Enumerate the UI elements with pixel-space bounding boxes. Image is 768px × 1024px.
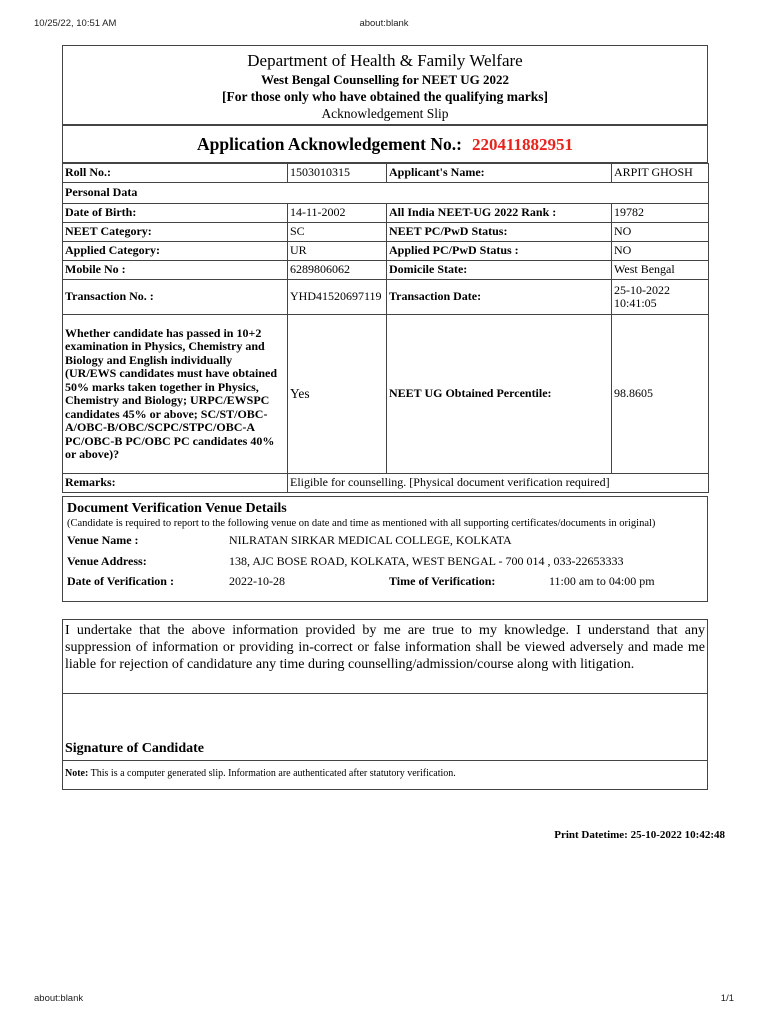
- verification-time-label: Time of Verification:: [389, 574, 496, 588]
- slip-header: [62, 45, 708, 125]
- table-row: [63, 280, 709, 315]
- transaction-date-value: [612, 280, 709, 315]
- domicile-label: Domicile State:: [387, 261, 612, 280]
- percentile-value: 98.8605: [612, 315, 709, 474]
- signature-area: [63, 693, 707, 761]
- transaction-time: 10:41:05: [614, 296, 657, 310]
- venue-heading: Document Verification Venue Details: [67, 501, 287, 516]
- qualifying-note: [For those only who have obtained the qualifying marks]: [221, 89, 549, 104]
- table-row: [63, 223, 709, 242]
- dob-value: 14-11-2002: [288, 204, 387, 223]
- table-row: [63, 204, 709, 223]
- verification-date-label: Date of Verification :: [67, 574, 174, 588]
- roll-no-value: 1503010315: [288, 164, 387, 183]
- transaction-no-label: Transaction No. :: [63, 280, 288, 315]
- venue-name-label: Venue Name :: [67, 533, 139, 547]
- signature-label: Signature of Candidate: [65, 741, 204, 756]
- verification-row: [67, 571, 703, 592]
- neet-category-value: SC: [288, 223, 387, 242]
- rank-label: All India NEET-UG 2022 Rank :: [387, 204, 612, 223]
- venue-address-row: [67, 551, 703, 572]
- table-row: [63, 183, 709, 204]
- print-footer-page-count: 1/1: [720, 993, 734, 1004]
- application-ack-number: 220411882951: [471, 135, 573, 154]
- transaction-date-label: Transaction Date:: [387, 280, 612, 315]
- venue-address-label: Venue Address:: [67, 553, 147, 568]
- print-header-datetime: 10/25/22, 10:51 AM: [34, 18, 117, 29]
- verification-time-value: 11:00 am to 04:00 pm: [549, 574, 655, 588]
- print-datetime-label: Print Datetime:: [554, 829, 628, 841]
- remarks-value: Eligible for counselling. [Physical document verification required]: [288, 474, 709, 493]
- venue-name-row: [67, 530, 703, 551]
- transaction-no-value: YHD41520697119: [288, 280, 387, 315]
- print-footer-url: about:blank: [34, 993, 84, 1004]
- venue-note: (Candidate is required to report to the following venue on date and time as mentioned with all supporting certificates/documents in original): [67, 518, 656, 529]
- table-row: [63, 474, 709, 493]
- note-text: This is a computer generated slip. Information are authenticated after statutory verification.: [90, 768, 456, 779]
- slip-title: Acknowledgement Slip: [321, 106, 449, 121]
- neet-category-label: NEET Category:: [63, 223, 288, 242]
- neet-pwd-value: NO: [612, 223, 709, 242]
- table-row: [63, 242, 709, 261]
- verification-date-value: 2022-10-28: [229, 574, 285, 588]
- application-ack-label: Application Acknowledgement No.:: [197, 134, 462, 154]
- counselling-subtitle: West Bengal Counselling for NEET UG 2022: [261, 72, 509, 87]
- applicant-name-value: ARPIT GHOSH: [612, 164, 709, 183]
- eligibility-question: Whether candidate has passed in 10+2 examination in Physics, Chemistry and Biology and English individually (UR/EWS candidates must have obtained 50% marks taken together in Physics, Chemistry and Biology; URPC/EWSPC candidates 45% or above; SC/ST/OBC-A/OBC-B/OBC/SCPC/STPC/OBC-A PC/OBC-B PC/OBC PC candidates 40% or above)?: [63, 315, 288, 474]
- eligibility-answer: Yes: [288, 315, 387, 474]
- percentile-label: NEET UG Obtained Percentile:: [387, 315, 612, 474]
- venue-name-value: NILRATAN SIRKAR MEDICAL COLLEGE, KOLKATA: [229, 533, 512, 547]
- applied-pwd-value: NO: [612, 242, 709, 261]
- personal-data-heading: Personal Data: [63, 183, 709, 204]
- remarks-label: Remarks:: [63, 474, 288, 493]
- venue-section: [62, 496, 708, 602]
- declaration-text: I undertake that the above information provided by me are true to my knowledge. I understand that any suppression of information or providing in-correct or false information shall be viewed adversely and made me liable for rejection of candidature any time during counselling/admission/course along with litigation.: [65, 623, 705, 672]
- mobile-label: Mobile No :: [63, 261, 288, 280]
- department-title: Department of Health & Family Welfare: [247, 51, 523, 70]
- print-header-url: about:blank: [359, 18, 409, 29]
- applied-category-value: UR: [288, 242, 387, 261]
- declaration-section: [62, 619, 708, 790]
- roll-no-label: Roll No.:: [63, 164, 288, 183]
- mobile-value: 6289806062: [288, 261, 387, 280]
- print-datetime-value: 25-10-2022 10:42:48: [630, 829, 725, 841]
- table-row: [63, 164, 709, 183]
- transaction-date: 25-10-2022: [614, 282, 670, 297]
- rank-value: 19782: [612, 204, 709, 223]
- neet-pwd-label: NEET PC/PwD Status:: [387, 223, 612, 242]
- domicile-value: West Bengal: [612, 261, 709, 280]
- applicant-name-label: Applicant's Name:: [387, 164, 612, 183]
- table-row: [63, 315, 709, 474]
- applied-category-label: Applied Category:: [63, 242, 288, 261]
- dob-label: Date of Birth:: [63, 204, 288, 223]
- footer-note: [65, 767, 456, 780]
- application-ack-row: [62, 125, 708, 163]
- print-datetime: [554, 829, 725, 841]
- table-row: [63, 261, 709, 280]
- note-label: Note:: [65, 768, 89, 779]
- details-table: [62, 163, 709, 493]
- venue-address-value: 138, AJC BOSE ROAD, KOLKATA, WEST BENGAL - 700 014 , 033-22653333: [229, 553, 624, 568]
- applied-pwd-label: Applied PC/PwD Status :: [387, 242, 612, 261]
